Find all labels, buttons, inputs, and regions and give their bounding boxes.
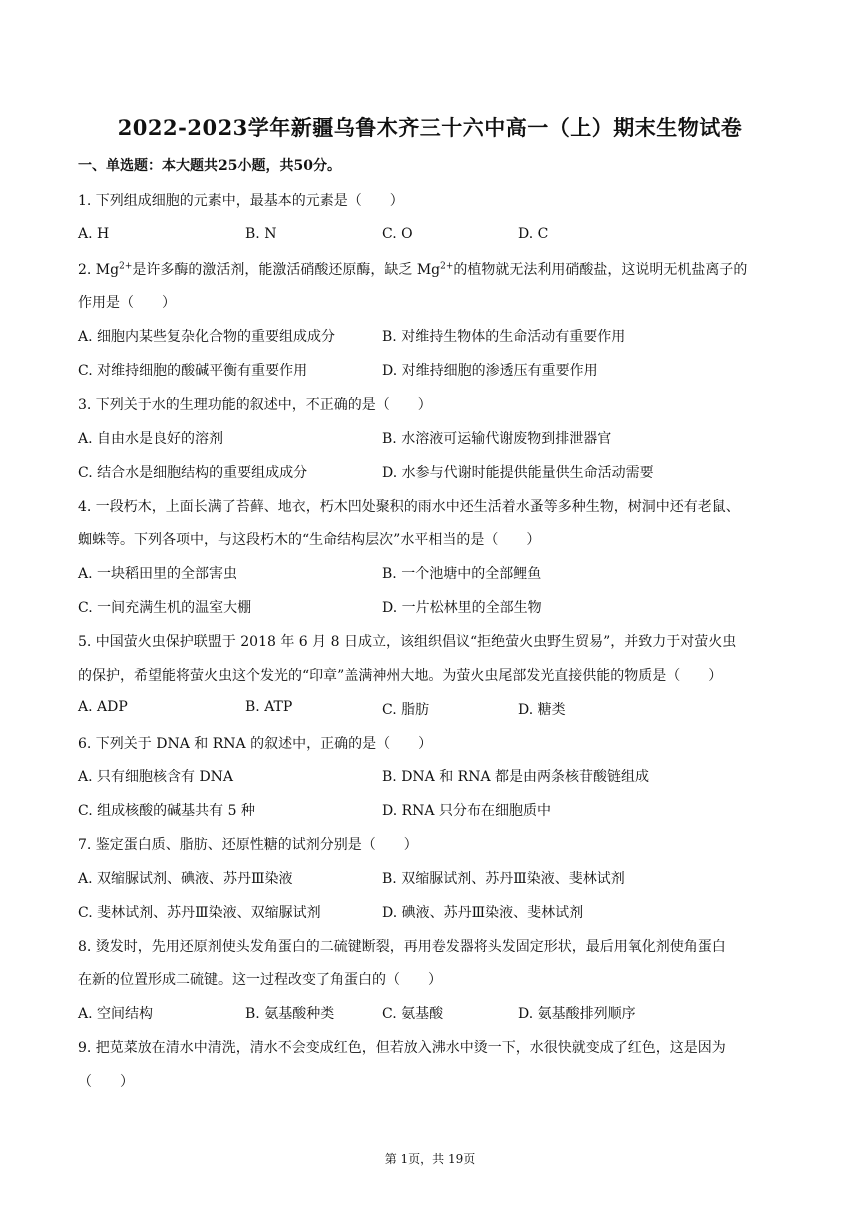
question-5-option-a: A. ADP [78,699,128,715]
question-7-option-d: D. 碘液、苏丹Ⅲ染液、斐林试剂 [382,905,584,921]
question-6-option-b: B. DNA 和 RNA 都是由两条核苷酸链组成 [382,769,650,785]
question-7-option-a: A. 双缩脲试剂、碘液、苏丹Ⅲ染液 [78,871,293,887]
question-3-option-a: A. 自由水是良好的溶剂 [78,431,224,447]
section-heading: 一、单选题：本大题共25小题，共50分。 [78,158,341,174]
question-4-option-b: B. 一个池塘中的全部鲤鱼 [382,566,542,582]
question-5-option-d: D. 糖类 [518,702,566,718]
question-5-stem-line2: 的保护，希望能将萤火虫这个发光的“印章”盖满神州大地。为萤火虫尾部发光直接供能的物质是（ ） [78,668,723,684]
question-3-option-d: D. 水参与代谢时能提供能量供生命活动需要 [382,465,654,481]
question-6-option-a: A. 只有细胞核含有 DNA [78,769,234,785]
question-5-option-c: C. 脂肪 [382,702,430,718]
question-8-stem-line2: 在新的位置形成二硫键。这一过程改变了角蛋白的（ ） [78,972,442,988]
question-2-option-d: D. 对维持细胞的渗透压有重要作用 [382,363,598,379]
question-3-stem: 3. 下列关于水的生理功能的叙述中，不正确的是（ ） [78,397,432,413]
question-8-option-a: A. 空间结构 [78,1006,154,1022]
question-8-option-d: D. 氨基酸排列顺序 [518,1006,636,1022]
question-7-option-b: B. 双缩脲试剂、苏丹Ⅲ染液、斐林试剂 [382,871,625,887]
question-5-stem: 5. 中国萤火虫保护联盟于 2018 年 6 月 8 日成立，该组织倡议“拒绝萤火虫野生贸易”，并致力于对萤火虫 [78,634,737,650]
question-3-option-c: C. 结合水是细胞结构的重要组成成分 [78,465,308,481]
question-2-stem-line2: 作用是（ ） [78,295,176,311]
question-1-option-b: B. N [245,226,277,242]
question-6-option-d: D. RNA 只分布在细胞质中 [382,803,551,819]
question-1-option-a: A. H [78,226,110,242]
question-6-option-c: C. 组成核酸的碱基共有 5 种 [78,803,255,819]
page-footer: 第 1页，共 19页 [384,1152,476,1166]
question-8-option-b: B. 氨基酸种类 [245,1006,335,1022]
question-1-option-c: C. O [382,226,413,242]
question-1-stem: 1. 下列组成细胞的元素中，最基本的元素是（ ） [78,193,404,209]
question-4-option-c: C. 一间充满生机的温室大棚 [78,600,252,616]
question-7-option-c: C. 斐林试剂、苏丹Ⅲ染液、双缩脲试剂 [78,905,321,921]
question-8-stem: 8. 烫发时，先用还原剂使头发角蛋白的二硫键断裂，再用卷发器将头发固定形状，最后用氧化剂使角蛋白 [78,939,726,955]
question-4-option-a: A. 一块稻田里的全部害虫 [78,566,238,582]
question-2-option-a: A. 细胞内某些复杂化合物的重要组成成分 [78,329,336,345]
question-2-option-c: C. 对维持细胞的酸碱平衡有重要作用 [78,363,308,379]
question-4-option-d: D. 一片松林里的全部生物 [382,600,542,616]
question-8-option-c: C. 氨基酸 [382,1006,444,1022]
question-4-stem: 4. 一段朽木，上面长满了苔藓、地衣，朽木凹处聚积的雨水中还生活着水蚤等多种生物，树洞中还有老鼠、 [78,499,740,515]
question-7-stem: 7. 鉴定蛋白质、脂肪、还原性糖的试剂分别是（ ） [78,837,418,853]
question-9-stem: 9. 把苋菜放在清水中清洗，清水不会变成红色，但若放入沸水中烫一下，水很快就变成了红色，这是因为 [78,1040,726,1056]
question-3-option-b: B. 水溶液可运输代谢废物到排泄器官 [382,431,612,447]
question-4-stem-line2: 蜘蛛等。下列各项中，与这段朽木的“生命结构层次”水平相当的是（ ） [78,532,541,548]
question-1-option-d: D. C [518,226,549,242]
question-2-stem: 2. $Mg^{2+}$是许多酶的激活剂，能激活硝酸还原酶，缺乏 $Mg^{2+}$的植物就无法利用硝酸盐，这说明无机盐离子的 [78,261,748,278]
question-6-stem: 6. 下列关于 DNA 和 RNA 的叙述中，正确的是（ ） [78,736,433,752]
question-5-option-b: B. ATP [245,699,293,715]
question-2-option-b: B. 对维持生物体的生命活动有重要作用 [382,329,626,345]
question-9-stem-line2: （ ） [78,1074,134,1090]
exam-title: 2022-2023学年新疆乌鲁木齐三十六中高一（上）期末生物试卷 [117,115,743,140]
